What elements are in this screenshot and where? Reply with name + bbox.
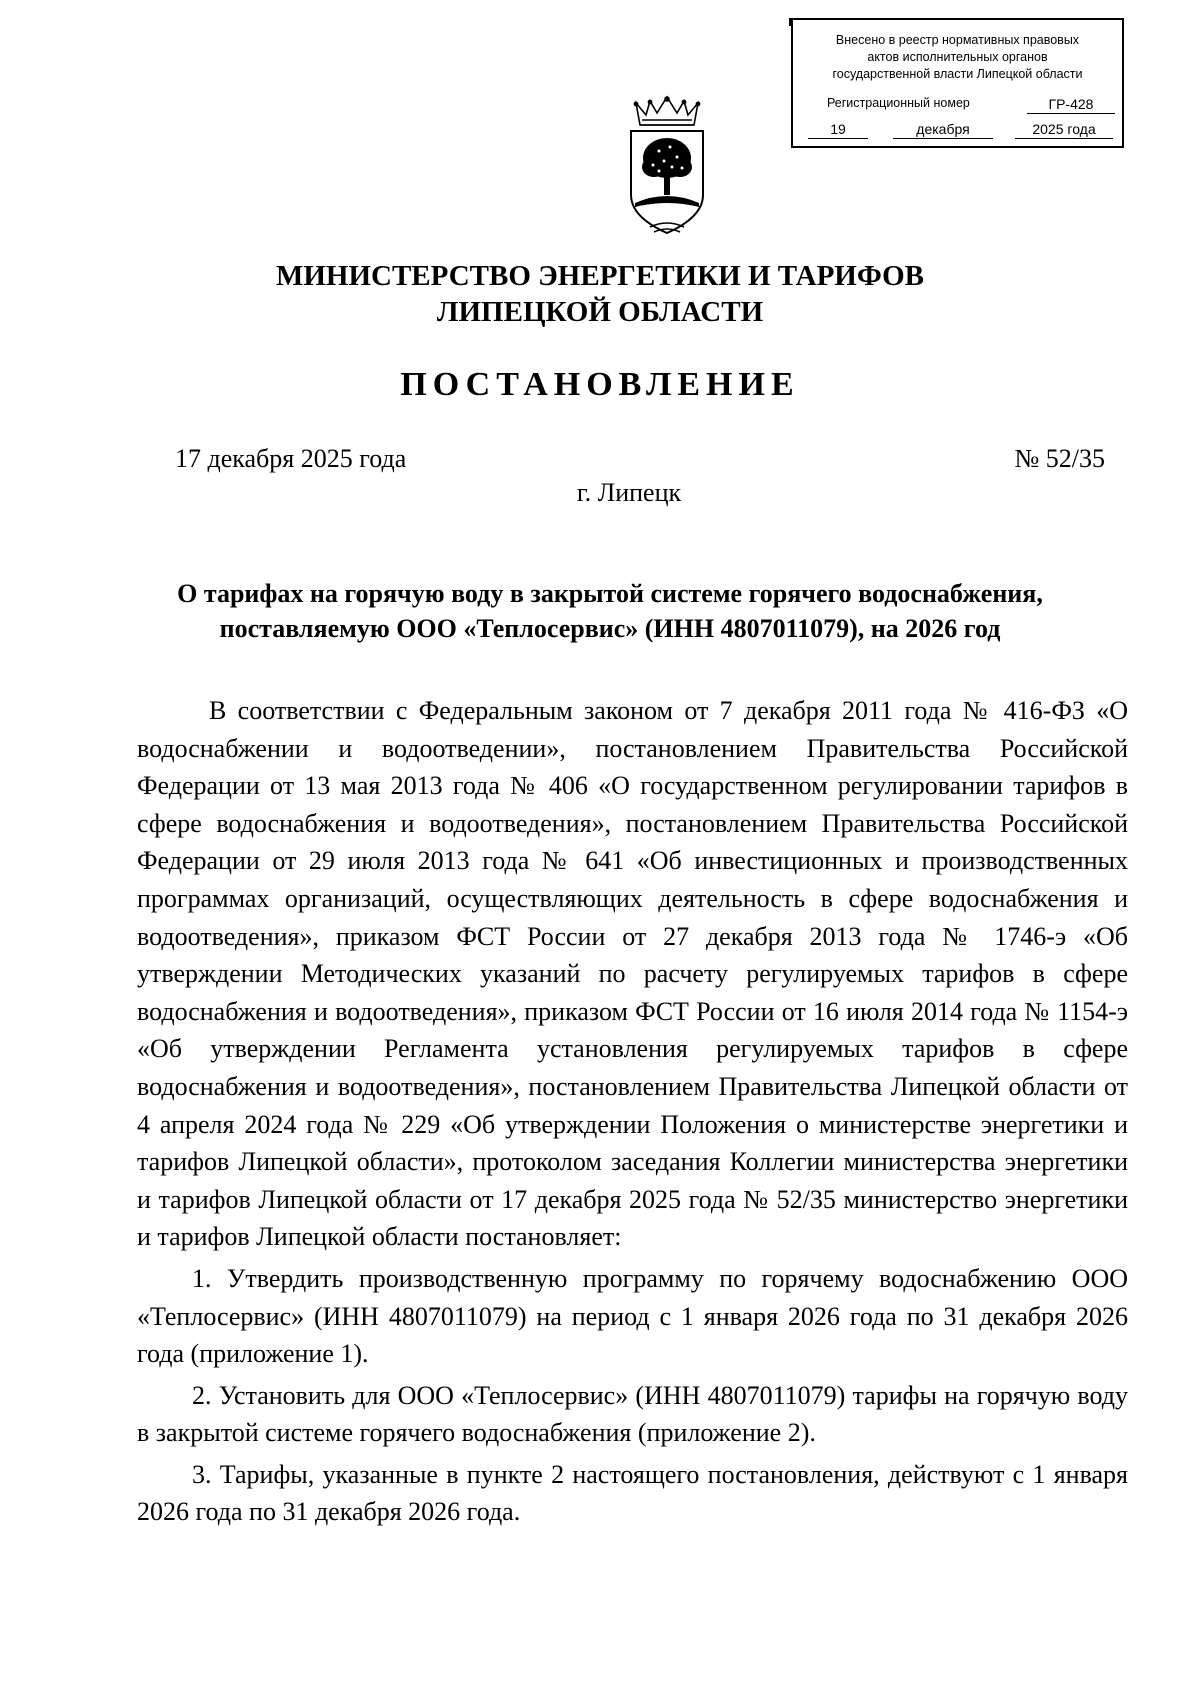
document-city: г. Липецк: [576, 478, 682, 507]
registry-number-value: ГР-428: [1027, 95, 1115, 114]
document-type: ПОСТАНОВЛЕНИЕ: [400, 366, 800, 403]
registry-date-day: 19: [808, 120, 868, 139]
ministry-name-line: МИНИСТЕРСТВО ЭНЕРГЕТИКИ И ТАРИФОВ: [275, 260, 925, 292]
resolution-item: 3. Тарифы, указанные в пункте 2 настоящего постановления, действуют с 1 января 2026 года по 31 декабря 2026 года.: [137, 1459, 1128, 1527]
resolution-item: 2. Установить для ООО «Теплосервис» (ИНН 4807011079) тарифы на горячую воду в закрытой системе горячего водоснабжения (приложение 2).: [137, 1380, 1128, 1448]
document-title-line: поставляемую ООО «Теплосервис» (ИНН 4807011079), на 2026 год: [219, 614, 1001, 643]
registry-stamp-line: Внесено в реестр нормативных правовых: [835, 33, 1080, 47]
document-body: [137, 692, 1128, 1531]
registry-date-month: декабря: [893, 120, 993, 139]
document-title: [120, 576, 1100, 646]
preamble-paragraph: В соответствии с Федеральным законом от 7 декабря 2011 года № 416-ФЗ «О водоснабжении и водоотведении», постановлением Правительства Российской Федерации от 13 мая 2013 года № 406 «О государственном регулировании тарифов в сфере водоснабжения и водоотведения», постановлением Правительства Российской Федерации от 29 июля 2013 года № 641 «Об инвестиционных и производственных программах организаций, осуществляющих деятельность в сфере водоснабжения и водоотведения», приказом ФСТ России от 27 декабря 2013 года № 1746-э «Об утверждении Методических указаний по расчету регулируемых тарифов в сфере водоснабжения и водоотведения», приказом ФСТ России от 16 июля 2014 года № 1154-э «Об утверждении Регламента установления регулируемых тарифов в сфере водоснабжения и водоотведения», постановлением Правительства Липецкой области от 4 апреля 2024 года № 229 «Об утверждении Положения о министерстве энергетики и тарифов Липецкой области», протоколом заседания Коллегии министерства энергетики и тарифов Липецкой области от 17 декабря 2025 года № 52/35 министерство энергетики и тарифов Липецкой области постановляет:: [137, 696, 1128, 1252]
registry-stamp: [791, 18, 1124, 148]
registry-number-label: Регистрационный номер: [827, 96, 970, 110]
resolution-item: 1. Утвердить производственную программу по горячему водоснабжению ООО «Теплосервис» (ИНН 4807011079) на период с 1 января 2026 года по 31 декабря 2026 года (приложение 1).: [137, 1263, 1128, 1369]
document-title-line: О тарифах на горячую воду в закрытой системе горячего водоснабжения,: [177, 579, 1043, 608]
coat-of-arms-icon: [626, 95, 708, 240]
registry-number-row: [827, 95, 1117, 117]
registry-date-row: [793, 120, 1126, 142]
registry-stamp-heading: [793, 32, 1122, 83]
document-number: № 52/35: [1014, 444, 1105, 473]
document-date: 17 декабря 2025 года: [175, 444, 407, 473]
registry-stamp-line: государственной власти Липецкой области: [832, 67, 1083, 81]
registry-date-year: 2025 года: [1015, 120, 1113, 139]
ministry-name: [0, 258, 1200, 330]
registry-stamp-line: актов исполнительных органов: [867, 50, 1048, 64]
ministry-name-line: ЛИПЕЦКОЙ ОБЛАСТИ: [436, 296, 764, 328]
